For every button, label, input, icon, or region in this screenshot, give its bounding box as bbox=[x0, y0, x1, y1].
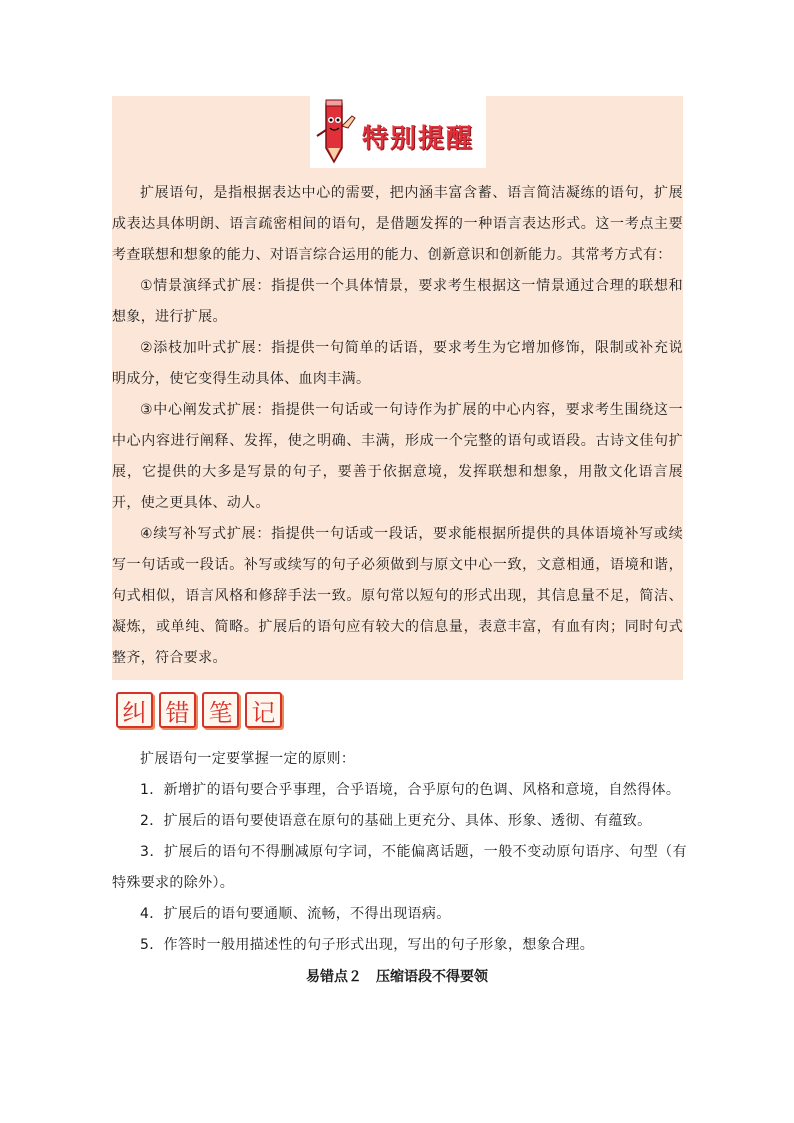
rules-intro: 扩展语句一定要掌握一定的原则： bbox=[140, 751, 356, 767]
expansion-rules bbox=[112, 744, 687, 961]
error-notes-char: 纠 bbox=[116, 692, 153, 728]
error-notes-char: 错 bbox=[159, 692, 196, 728]
rule-item: 2．扩展后的语句要使语意在原句的基础上更充分、具体、形象、透彻、有蕴致。 bbox=[140, 813, 652, 829]
rule-item: 1．新增扩的语句要合乎事理，合乎语境，合乎原句的色调、风格和意境，自然得体。 bbox=[140, 782, 681, 798]
rule-item: 5．作答时一般用描述性的句子形式出现，写出的句子形象，想象合理。 bbox=[140, 937, 595, 953]
special-reminder-body bbox=[112, 178, 683, 674]
special-reminder-title: 特别提醒 bbox=[362, 124, 475, 154]
section-heading: 易错点２ 压缩语段不得要领 bbox=[306, 969, 488, 985]
tip-paragraph: ②添枝加叶式扩展：指提供一句简单的话语，要求考生为它增加修饰，限制或补充说明成分，使它变得生动具体、血肉丰满。 bbox=[112, 340, 683, 387]
tip-paragraph: ①情景演绎式扩展：指提供一个具体情景，要求考生根据这一情景通过合理的联想和想象，进行扩展。 bbox=[112, 278, 683, 325]
rule-item: 4．扩展后的语句要通顺、流畅，不得出现语病。 bbox=[140, 906, 451, 922]
rule-item: 3．扩展后的语句不得删减原句字词，不能偏离话题，一般不变动原句语序、句型（有特殊要求的除外）。 bbox=[112, 844, 687, 891]
tip-paragraph: ③中心阐发式扩展：指提供一句话或一句诗作为扩展的中心内容，要求考生围绕这一中心内容进行阐释、发挥，使之明确、丰满，形成一个完整的语句或语段。古诗文佳句扩展，它提供的大多是写景的句子，要善于依据意境，发挥联想和想象，用散文化语言展开，使之更具体、动人。 bbox=[112, 402, 683, 511]
pencil-mascot-icon bbox=[312, 98, 358, 166]
tip-paragraph: ④续写补写式扩展：指提供一句话或一段话，要求能根据所提供的具体语境补写或续写一句话或一段话。补写或续写的句子必须做到与原文中心一致，文意相通，语境和谐，句式相似，语言风格和修辞手法一致。原句常以短句的形式出现，其信息量不足，简洁、凝炼，或单纯、简略。扩展后的语句应有较大的信息量，表意丰富，有血有肉；同时句式整齐，符合要求。 bbox=[112, 526, 683, 666]
tip-paragraph: 扩展语句，是指根据表达中心的需要，把内涵丰富含蓄、语言简洁凝练的语句，扩展成表达具体明朗、语言疏密相间的语句，是借题发挥的一种语言表达形式。这一考点主要考查联想和想象的能力、对语言综合运用的能力、创新意识和创新能力。其常考方式有： bbox=[112, 185, 683, 263]
error-notes-char: 记 bbox=[245, 692, 282, 728]
error-notes-banner bbox=[116, 692, 286, 728]
special-reminder-box bbox=[112, 96, 683, 680]
error-notes-char: 笔 bbox=[202, 692, 239, 728]
special-reminder-header bbox=[310, 96, 486, 168]
